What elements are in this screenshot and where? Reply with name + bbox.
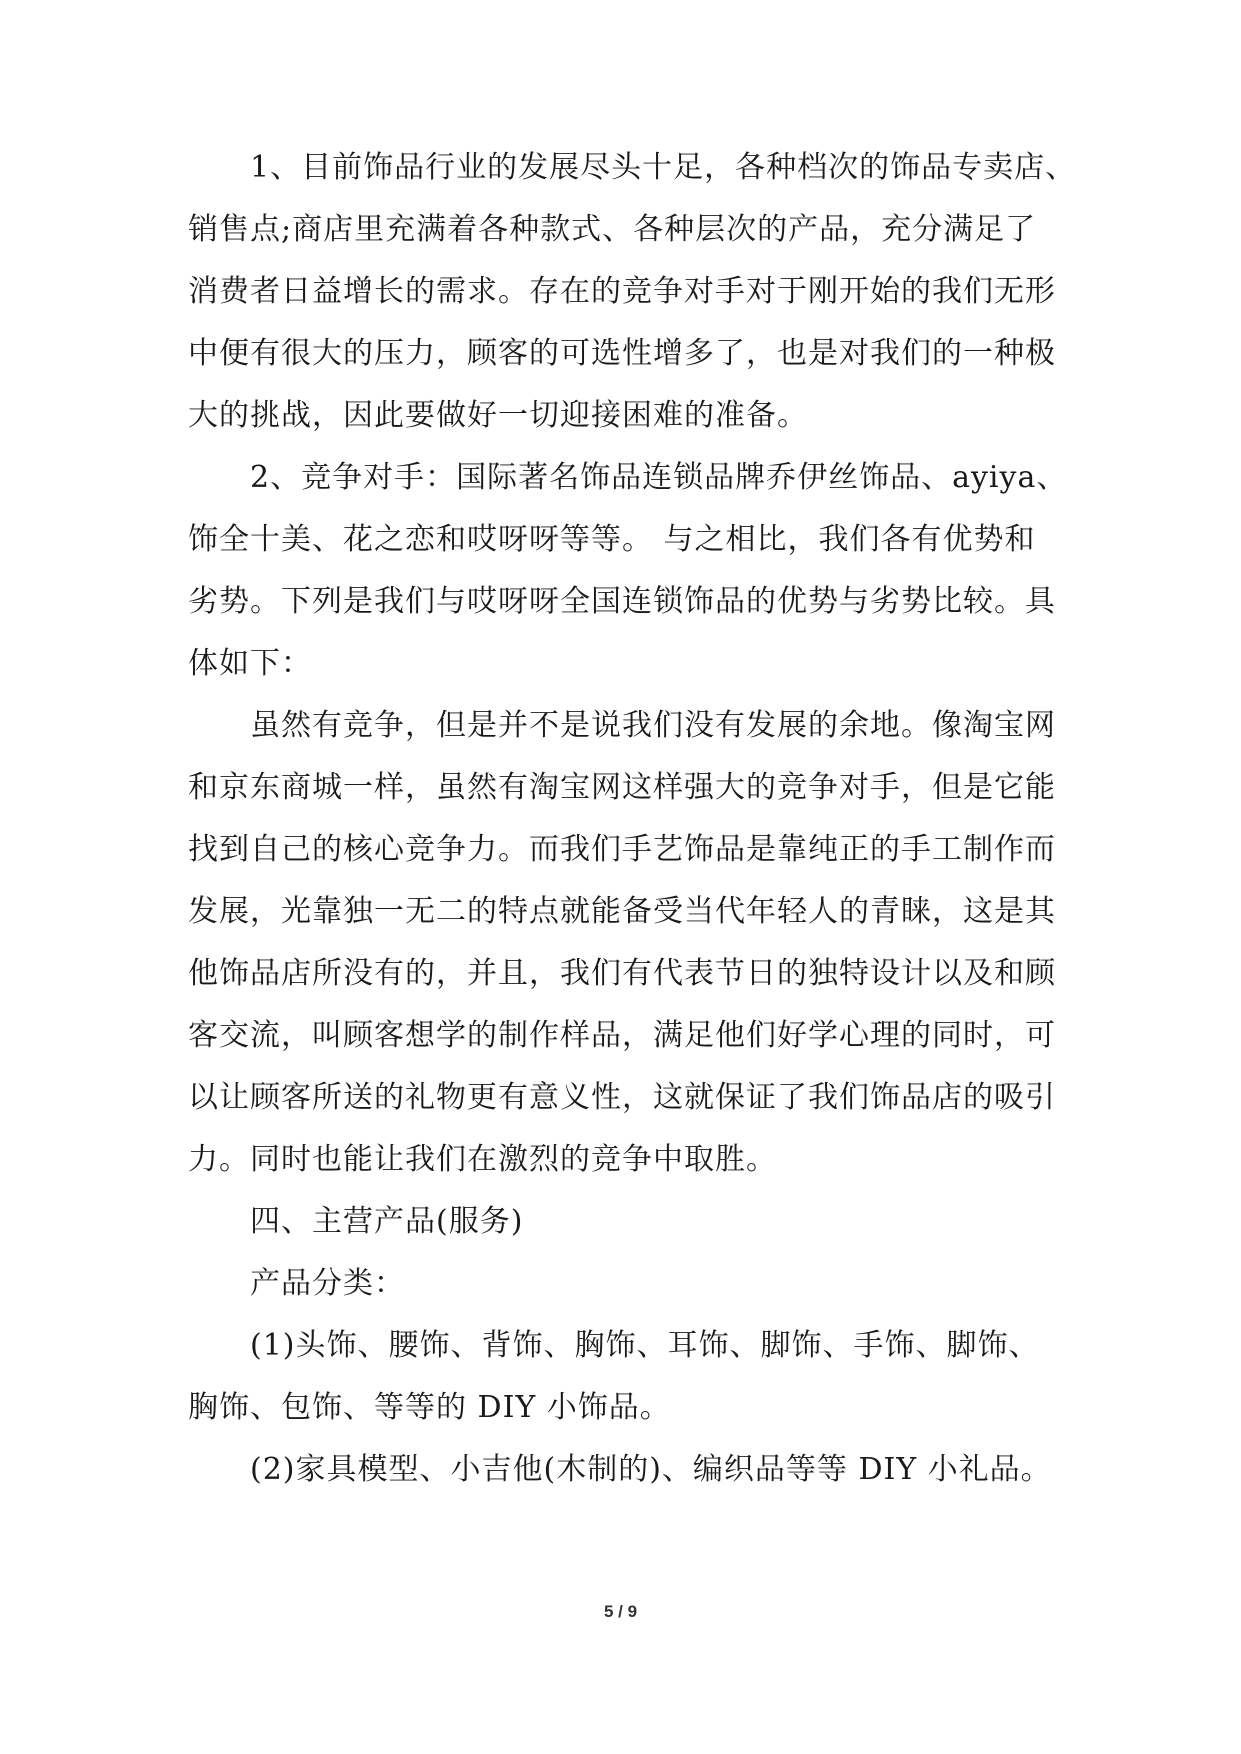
text-line: 客交流，叫顾客想学的制作样品，满足他们好学心理的同时，可	[188, 1018, 1056, 1053]
text-line: 发展，光靠独一无二的特点就能备受当代年轻人的青睐，这是其	[188, 894, 1056, 929]
list-item-gifts	[188, 1452, 1068, 1487]
text-line: 中便有很大的压力，顾客的可选性增多了，也是对我们的一种极	[188, 336, 1056, 371]
text-line: 2、竞争对手：国际著名饰品连锁品牌乔伊丝饰品、ayiya、	[250, 460, 1068, 495]
text-line: 饰全十美、花之恋和哎呀呀等等。 与之相比，我们各有优势和	[188, 522, 1036, 557]
text-line: 和京东商城一样，虽然有淘宝网这样强大的竞争对手，但是它能	[188, 770, 1056, 805]
section-heading: 四、主营产品(服务)	[250, 1204, 524, 1239]
text-line: 他饰品店所没有的，并且，我们有代表节日的独特设计以及和顾	[188, 956, 1056, 991]
list-item-accessories	[188, 1328, 1068, 1425]
section-heading-main-products	[188, 1204, 1068, 1239]
text-line: 销售点;商店里充满着各种款式、各种层次的产品，充分满足了	[188, 212, 1037, 247]
text-line: (2)家具模型、小吉他(木制的)、编织品等等 DIY 小礼品。	[250, 1452, 1052, 1487]
paragraph-product-categories-label	[188, 1266, 1068, 1301]
text-line: 大的挑战，因此要做好一切迎接困难的准备。	[188, 398, 808, 433]
text-line: 以让顾客所送的礼物更有意义性，这就保证了我们饰品店的吸引	[188, 1080, 1056, 1115]
text-line: 虽然有竞争，但是并不是说我们没有发展的余地。像淘宝网	[250, 708, 1056, 743]
text-line: 体如下：	[188, 646, 312, 681]
page-number: 5 / 9	[603, 1602, 638, 1621]
paragraph-competitors	[188, 460, 1068, 681]
text-line: 劣势。下列是我们与哎呀呀全国连锁饰品的优势与劣势比较。具	[188, 584, 1056, 619]
paragraph-market-outlook	[188, 150, 1077, 433]
text-line: 找到自己的核心竞争力。而我们手艺饰品是靠纯正的手工制作而	[188, 832, 1056, 867]
text-line: 消费者日益增长的需求。存在的竞争对手对于刚开始的我们无形	[188, 274, 1056, 309]
document-body	[188, 150, 1077, 1517]
paragraph-core-competitiveness	[188, 708, 1068, 1177]
text-line: 1、目前饰品行业的发展尽头十足，各种档次的饰品专卖店、	[250, 150, 1077, 185]
text-line: (1)头饰、腰饰、背饰、胸饰、耳饰、脚饰、手饰、脚饰、	[250, 1328, 1040, 1363]
subheading: 产品分类：	[250, 1266, 405, 1301]
text-line: 胸饰、包饰、等等的 DIY 小饰品。	[188, 1390, 671, 1425]
text-line: 力。同时也能让我们在激烈的竞争中取胜。	[188, 1142, 777, 1177]
